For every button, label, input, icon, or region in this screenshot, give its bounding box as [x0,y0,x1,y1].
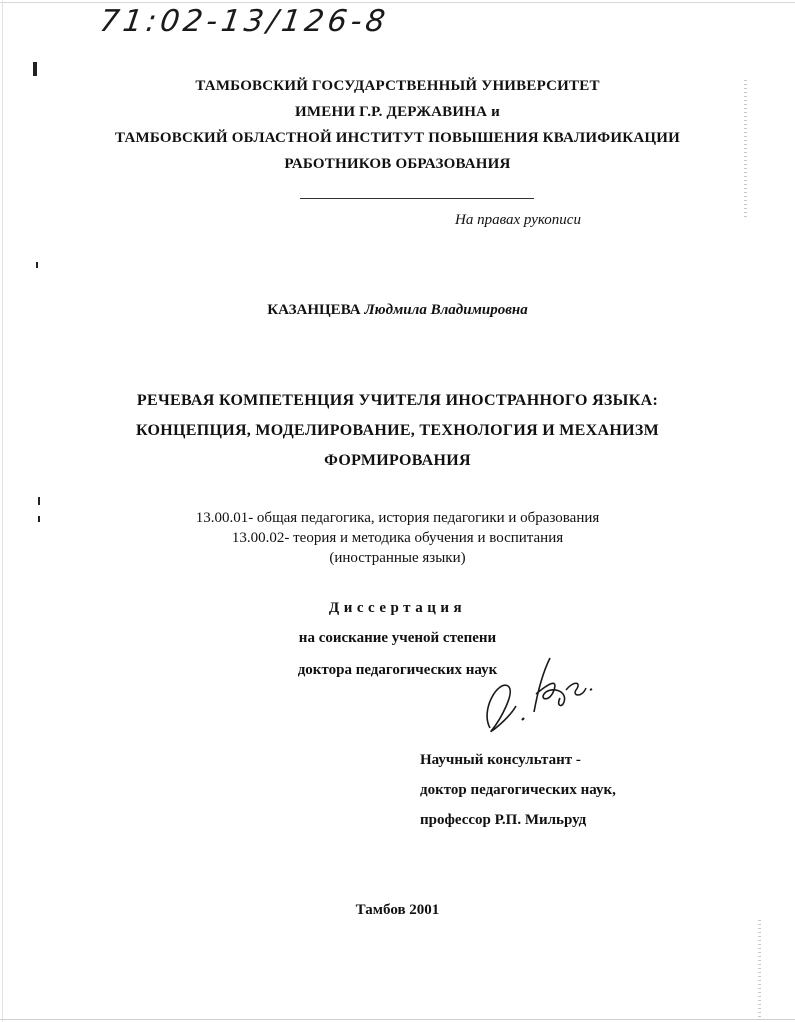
manuscript-rights-note: На правах рукописи [455,212,581,228]
author-name [0,302,795,319]
author-surname: КАЗАНЦЕВА [267,302,361,318]
institution-line-4: РАБОТНИКОВ ОБРАЗОВАНИЯ [284,156,511,172]
specialty-line-1: 13.00.01- общая педагогика, история педагогики и образования [195,510,600,526]
scan-edge-bottom [0,1019,795,1020]
specialty-line-3: (иностранные языки) [329,550,466,566]
document-type: Диссертация [328,600,467,616]
consultant-label: Научный консультант - [420,752,581,768]
institution-line-1: ТАМБОВСКИЙ ГОСУДАРСТВЕННЫЙ УНИВЕРСИТЕТ [195,78,600,94]
degree-line-2: доктора педагогических наук [297,662,498,678]
consultant-name: профессор Р.П. Мильруд [420,812,587,828]
divider-line [300,198,534,199]
degree-line-1: на соискание ученой степени [298,630,497,646]
author-signature [478,650,608,740]
archive-number: 71:02-13/126-8 [97,4,392,39]
scan-speck [38,497,40,505]
scan-edge-top [0,2,795,3]
institution-line-2: ИМЕНИ Г.Р. ДЕРЖАВИНА и [295,104,500,120]
specialty-line-2: 13.00.02- теория и методика обучения и воспитания [231,530,564,546]
institution-line-3: ТАМБОВСКИЙ ОБЛАСТНОЙ ИНСТИТУТ ПОВЫШЕНИЯ КВАЛИФИКАЦИИ [115,130,680,146]
scan-noise [758,920,761,1020]
scan-noise [744,80,747,220]
consultant-degree: доктор педагогических наук, [420,782,616,798]
title-line-2: КОНЦЕПЦИЯ, МОДЕЛИРОВАНИЕ, ТЕХНОЛОГИЯ И МЕХАНИЗМ [136,422,659,439]
scan-speck [33,62,37,76]
city-year: Тамбов 2001 [355,902,440,918]
scan-speck [36,262,38,268]
author-given-names: Людмила Владимировна [364,302,528,318]
title-line-3: ФОРМИРОВАНИЯ [324,452,471,469]
title-line-1: РЕЧЕВАЯ КОМПЕТЕНЦИЯ УЧИТЕЛЯ ИНОСТРАННОГО ЯЗЫКА: [136,392,659,409]
